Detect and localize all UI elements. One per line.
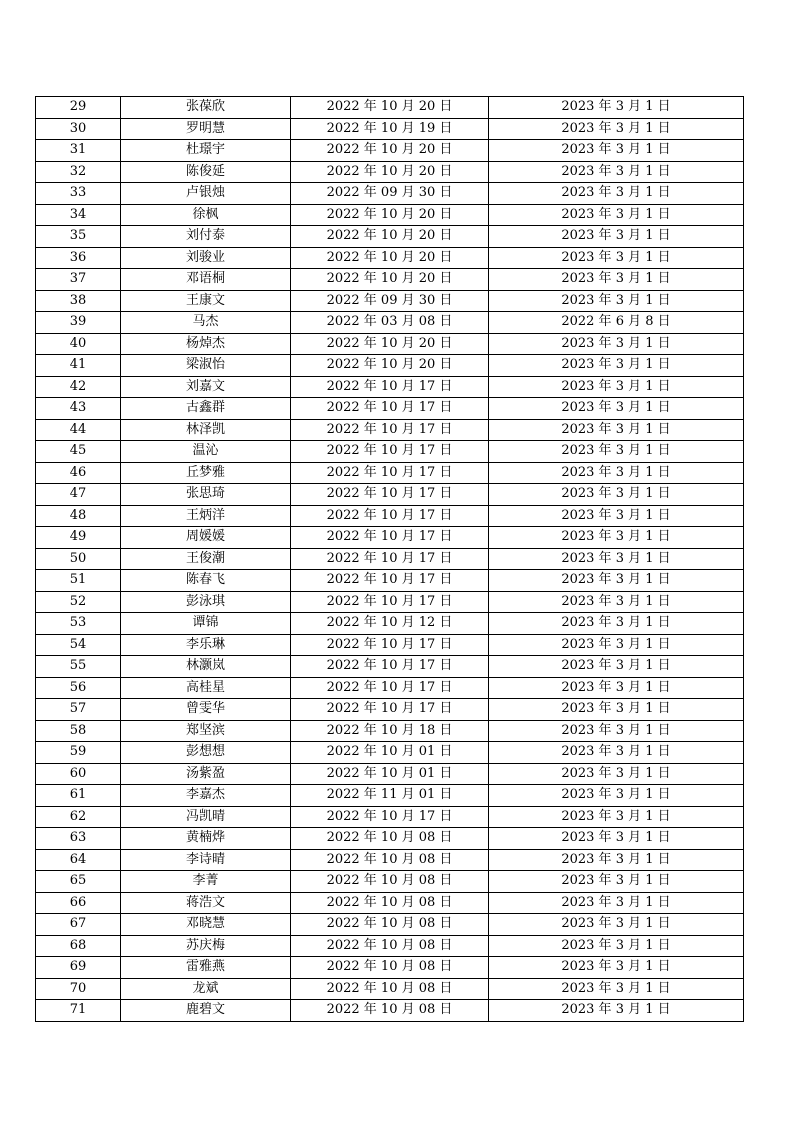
row-number: 68 (36, 935, 121, 957)
row-number: 53 (36, 613, 121, 635)
row-number: 61 (36, 785, 121, 807)
end-date: 2023 年 3 月 1 日 (489, 914, 744, 936)
start-date: 2022 年 10 月 08 日 (291, 914, 489, 936)
person-name: 刘付泰 (121, 226, 291, 248)
end-date: 2023 年 3 月 1 日 (489, 892, 744, 914)
end-date: 2023 年 3 月 1 日 (489, 527, 744, 549)
table-row (36, 785, 744, 807)
table-row (36, 656, 744, 678)
start-date: 2022 年 10 月 17 日 (291, 570, 489, 592)
person-name: 郑坚滨 (121, 720, 291, 742)
row-number: 45 (36, 441, 121, 463)
person-name: 李乐琳 (121, 634, 291, 656)
start-date: 2022 年 10 月 08 日 (291, 892, 489, 914)
person-name: 雷雅燕 (121, 957, 291, 979)
person-name: 冯凯晴 (121, 806, 291, 828)
end-date: 2023 年 3 月 1 日 (489, 763, 744, 785)
row-number: 30 (36, 118, 121, 140)
end-date: 2023 年 3 月 1 日 (489, 570, 744, 592)
person-name: 鹿碧文 (121, 1000, 291, 1022)
start-date: 2022 年 10 月 17 日 (291, 527, 489, 549)
table-row (36, 226, 744, 248)
row-number: 60 (36, 763, 121, 785)
end-date: 2022 年 6 月 8 日 (489, 312, 744, 334)
person-name: 梁淑怡 (121, 355, 291, 377)
table-row (36, 591, 744, 613)
person-name: 林灏岚 (121, 656, 291, 678)
person-name: 黄楠烨 (121, 828, 291, 850)
table-row (36, 677, 744, 699)
row-number: 35 (36, 226, 121, 248)
row-number: 48 (36, 505, 121, 527)
end-date: 2023 年 3 月 1 日 (489, 441, 744, 463)
person-name: 温沁 (121, 441, 291, 463)
row-number: 38 (36, 290, 121, 312)
table-row (36, 570, 744, 592)
table-row (36, 290, 744, 312)
row-number: 39 (36, 312, 121, 334)
start-date: 2022 年 10 月 17 日 (291, 484, 489, 506)
person-name: 王俊潮 (121, 548, 291, 570)
start-date: 2022 年 10 月 18 日 (291, 720, 489, 742)
table-row (36, 355, 744, 377)
start-date: 2022 年 10 月 17 日 (291, 699, 489, 721)
start-date: 2022 年 10 月 20 日 (291, 161, 489, 183)
row-number: 59 (36, 742, 121, 764)
start-date: 2022 年 10 月 17 日 (291, 634, 489, 656)
table-row (36, 140, 744, 162)
table-row (36, 548, 744, 570)
start-date: 2022 年 10 月 20 日 (291, 97, 489, 119)
end-date: 2023 年 3 月 1 日 (489, 871, 744, 893)
row-number: 40 (36, 333, 121, 355)
start-date: 2022 年 10 月 17 日 (291, 419, 489, 441)
row-number: 51 (36, 570, 121, 592)
table-row (36, 871, 744, 893)
end-date: 2023 年 3 月 1 日 (489, 935, 744, 957)
row-number: 55 (36, 656, 121, 678)
person-name: 丘梦雅 (121, 462, 291, 484)
end-date: 2023 年 3 月 1 日 (489, 828, 744, 850)
row-number: 69 (36, 957, 121, 979)
table-row (36, 247, 744, 269)
row-number: 66 (36, 892, 121, 914)
table-row (36, 634, 744, 656)
end-date: 2023 年 3 月 1 日 (489, 505, 744, 527)
row-number: 37 (36, 269, 121, 291)
start-date: 2022 年 10 月 17 日 (291, 398, 489, 420)
row-number: 41 (36, 355, 121, 377)
end-date: 2023 年 3 月 1 日 (489, 355, 744, 377)
person-name: 彭泳琪 (121, 591, 291, 613)
table-row (36, 957, 744, 979)
table-row (36, 333, 744, 355)
table-row (36, 742, 744, 764)
person-name: 苏庆梅 (121, 935, 291, 957)
start-date: 2022 年 10 月 17 日 (291, 548, 489, 570)
row-number: 29 (36, 97, 121, 119)
start-date: 2022 年 10 月 08 日 (291, 871, 489, 893)
end-date: 2023 年 3 月 1 日 (489, 1000, 744, 1022)
person-name: 刘骏业 (121, 247, 291, 269)
start-date: 2022 年 10 月 20 日 (291, 204, 489, 226)
row-number: 36 (36, 247, 121, 269)
end-date: 2023 年 3 月 1 日 (489, 699, 744, 721)
person-name: 陈俊延 (121, 161, 291, 183)
end-date: 2023 年 3 月 1 日 (489, 398, 744, 420)
start-date: 2022 年 10 月 20 日 (291, 140, 489, 162)
person-name: 林泽凯 (121, 419, 291, 441)
row-number: 52 (36, 591, 121, 613)
row-number: 44 (36, 419, 121, 441)
person-name: 王康文 (121, 290, 291, 312)
table-row (36, 720, 744, 742)
start-date: 2022 年 10 月 17 日 (291, 376, 489, 398)
table-row (36, 462, 744, 484)
start-date: 2022 年 10 月 17 日 (291, 677, 489, 699)
start-date: 2022 年 10 月 01 日 (291, 763, 489, 785)
end-date: 2023 年 3 月 1 日 (489, 140, 744, 162)
person-name: 古鑫群 (121, 398, 291, 420)
start-date: 2022 年 10 月 17 日 (291, 806, 489, 828)
end-date: 2023 年 3 月 1 日 (489, 849, 744, 871)
person-name: 彭想想 (121, 742, 291, 764)
row-number: 32 (36, 161, 121, 183)
table-row (36, 1000, 744, 1022)
end-date: 2023 年 3 月 1 日 (489, 591, 744, 613)
row-number: 71 (36, 1000, 121, 1022)
person-name: 徐枫 (121, 204, 291, 226)
start-date: 2022 年 09 月 30 日 (291, 290, 489, 312)
row-number: 50 (36, 548, 121, 570)
table-row (36, 183, 744, 205)
table-row (36, 97, 744, 119)
end-date: 2023 年 3 月 1 日 (489, 978, 744, 1000)
start-date: 2022 年 10 月 08 日 (291, 849, 489, 871)
start-date: 2022 年 10 月 20 日 (291, 269, 489, 291)
start-date: 2022 年 10 月 08 日 (291, 978, 489, 1000)
end-date: 2023 年 3 月 1 日 (489, 720, 744, 742)
person-name: 邓语桐 (121, 269, 291, 291)
table-row (36, 828, 744, 850)
row-number: 67 (36, 914, 121, 936)
end-date: 2023 年 3 月 1 日 (489, 333, 744, 355)
row-number: 70 (36, 978, 121, 1000)
row-number: 42 (36, 376, 121, 398)
table-row (36, 376, 744, 398)
person-name: 李菁 (121, 871, 291, 893)
person-name: 周媛媛 (121, 527, 291, 549)
end-date: 2023 年 3 月 1 日 (489, 677, 744, 699)
table-row (36, 269, 744, 291)
start-date: 2022 年 10 月 17 日 (291, 462, 489, 484)
person-name: 蒋浩文 (121, 892, 291, 914)
row-number: 33 (36, 183, 121, 205)
end-date: 2023 年 3 月 1 日 (489, 742, 744, 764)
person-name: 杨焯杰 (121, 333, 291, 355)
person-name: 陈春飞 (121, 570, 291, 592)
person-name: 高桂星 (121, 677, 291, 699)
row-number: 47 (36, 484, 121, 506)
table-row (36, 484, 744, 506)
row-number: 49 (36, 527, 121, 549)
start-date: 2022 年 10 月 20 日 (291, 355, 489, 377)
row-number: 43 (36, 398, 121, 420)
end-date: 2023 年 3 月 1 日 (489, 806, 744, 828)
end-date: 2023 年 3 月 1 日 (489, 957, 744, 979)
table-row (36, 806, 744, 828)
end-date: 2023 年 3 月 1 日 (489, 183, 744, 205)
person-name: 马杰 (121, 312, 291, 334)
person-name: 龙斌 (121, 978, 291, 1000)
row-number: 64 (36, 849, 121, 871)
row-number: 62 (36, 806, 121, 828)
table-row (36, 849, 744, 871)
end-date: 2023 年 3 月 1 日 (489, 484, 744, 506)
start-date: 2022 年 10 月 17 日 (291, 505, 489, 527)
end-date: 2023 年 3 月 1 日 (489, 634, 744, 656)
end-date: 2023 年 3 月 1 日 (489, 290, 744, 312)
person-name: 邓晓慧 (121, 914, 291, 936)
records-body (36, 97, 744, 1022)
start-date: 2022 年 03 月 08 日 (291, 312, 489, 334)
end-date: 2023 年 3 月 1 日 (489, 462, 744, 484)
person-name: 曾雯华 (121, 699, 291, 721)
row-number: 46 (36, 462, 121, 484)
person-name: 张葆欣 (121, 97, 291, 119)
end-date: 2023 年 3 月 1 日 (489, 247, 744, 269)
start-date: 2022 年 11 月 01 日 (291, 785, 489, 807)
end-date: 2023 年 3 月 1 日 (489, 226, 744, 248)
end-date: 2023 年 3 月 1 日 (489, 97, 744, 119)
row-number: 31 (36, 140, 121, 162)
start-date: 2022 年 10 月 17 日 (291, 656, 489, 678)
table-row (36, 914, 744, 936)
table-row (36, 204, 744, 226)
table-row (36, 312, 744, 334)
table-row (36, 161, 744, 183)
person-name: 李诗晴 (121, 849, 291, 871)
start-date: 2022 年 10 月 08 日 (291, 1000, 489, 1022)
table-row (36, 763, 744, 785)
table-row (36, 527, 744, 549)
person-name: 刘嘉文 (121, 376, 291, 398)
end-date: 2023 年 3 月 1 日 (489, 204, 744, 226)
row-number: 65 (36, 871, 121, 893)
table-row (36, 398, 744, 420)
person-name: 汤紫盈 (121, 763, 291, 785)
table-row (36, 699, 744, 721)
table-row (36, 441, 744, 463)
start-date: 2022 年 10 月 19 日 (291, 118, 489, 140)
row-number: 63 (36, 828, 121, 850)
row-number: 34 (36, 204, 121, 226)
records-table (35, 96, 744, 1022)
end-date: 2023 年 3 月 1 日 (489, 419, 744, 441)
row-number: 58 (36, 720, 121, 742)
person-name: 杜璟宇 (121, 140, 291, 162)
table-row (36, 505, 744, 527)
end-date: 2023 年 3 月 1 日 (489, 656, 744, 678)
end-date: 2023 年 3 月 1 日 (489, 548, 744, 570)
start-date: 2022 年 09 月 30 日 (291, 183, 489, 205)
end-date: 2023 年 3 月 1 日 (489, 785, 744, 807)
start-date: 2022 年 10 月 12 日 (291, 613, 489, 635)
table-row (36, 118, 744, 140)
table-row (36, 978, 744, 1000)
start-date: 2022 年 10 月 20 日 (291, 226, 489, 248)
start-date: 2022 年 10 月 20 日 (291, 247, 489, 269)
table-row (36, 613, 744, 635)
start-date: 2022 年 10 月 17 日 (291, 441, 489, 463)
person-name: 卢银烛 (121, 183, 291, 205)
table-row (36, 892, 744, 914)
end-date: 2023 年 3 月 1 日 (489, 269, 744, 291)
start-date: 2022 年 10 月 08 日 (291, 828, 489, 850)
person-name: 张思琦 (121, 484, 291, 506)
start-date: 2022 年 10 月 20 日 (291, 333, 489, 355)
end-date: 2023 年 3 月 1 日 (489, 376, 744, 398)
start-date: 2022 年 10 月 08 日 (291, 957, 489, 979)
start-date: 2022 年 10 月 17 日 (291, 591, 489, 613)
end-date: 2023 年 3 月 1 日 (489, 118, 744, 140)
end-date: 2023 年 3 月 1 日 (489, 613, 744, 635)
end-date: 2023 年 3 月 1 日 (489, 161, 744, 183)
table-row (36, 935, 744, 957)
row-number: 57 (36, 699, 121, 721)
person-name: 谭锦 (121, 613, 291, 635)
row-number: 56 (36, 677, 121, 699)
start-date: 2022 年 10 月 01 日 (291, 742, 489, 764)
person-name: 罗明慧 (121, 118, 291, 140)
start-date: 2022 年 10 月 08 日 (291, 935, 489, 957)
person-name: 王炳洋 (121, 505, 291, 527)
person-name: 李嘉杰 (121, 785, 291, 807)
table-row (36, 419, 744, 441)
row-number: 54 (36, 634, 121, 656)
